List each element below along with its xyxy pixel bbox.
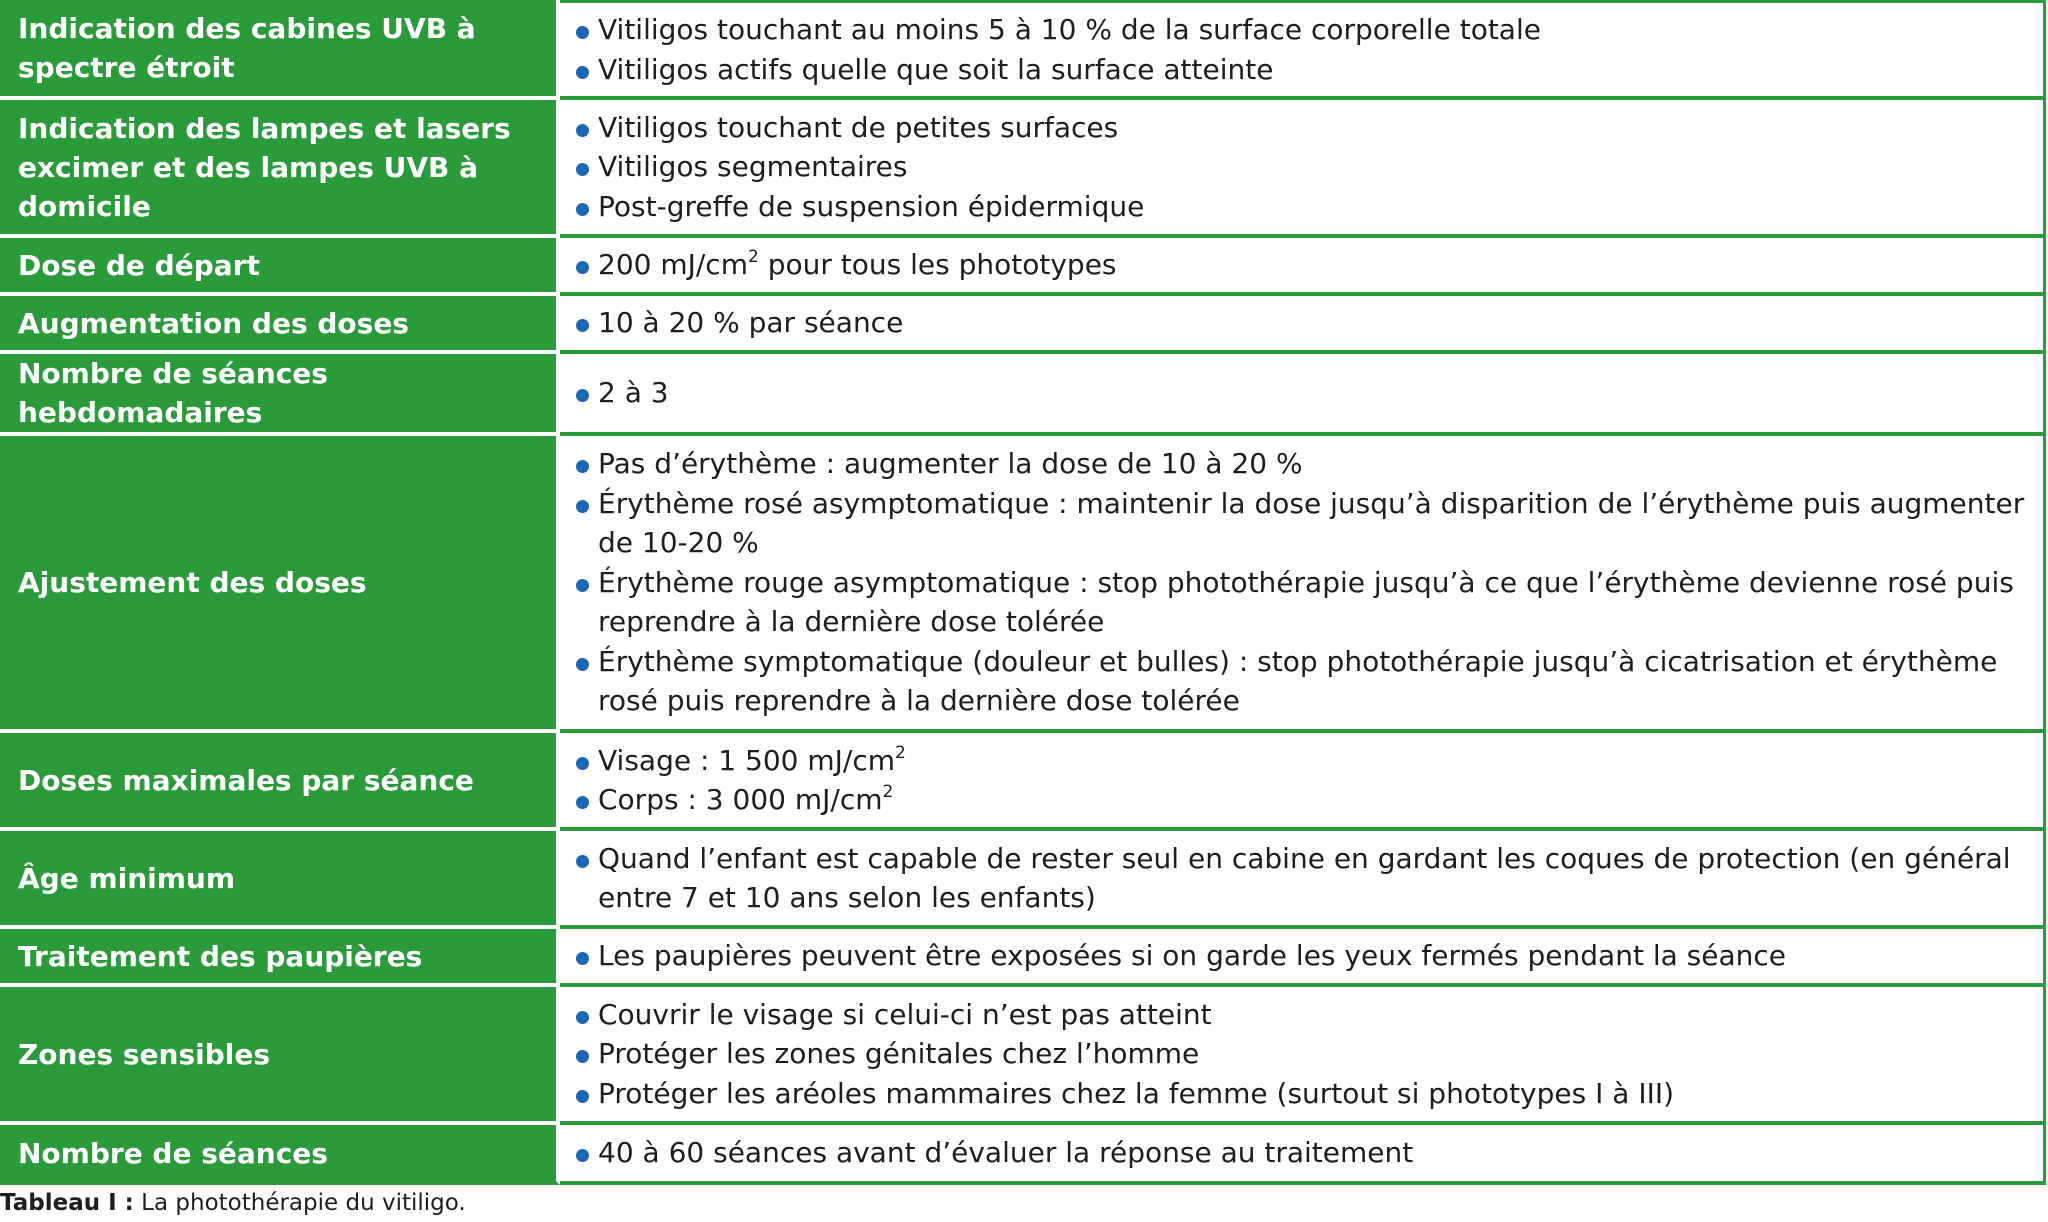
item-text: Protéger les aréoles mammaires chez la femme (surtout si phototypes I à III): [598, 1076, 1675, 1110]
row-content: [560, 987, 2046, 1125]
table-caption: [0, 1190, 466, 1216]
bullet-icon: [576, 500, 589, 513]
row-content: [560, 0, 2046, 100]
item-text: Protéger les zones génitales chez l’homme: [598, 1037, 1200, 1071]
table-row: [0, 987, 2046, 1125]
bullet-icon: [576, 952, 589, 965]
bullet-icon: [576, 1050, 589, 1063]
item-text: Corps : 3 000 mJ/cm: [598, 783, 883, 816]
item-text: Les paupières peuvent être exposées si on garde les yeux fermés pendant la séance: [598, 939, 1787, 973]
row-label: Nombre de séances hebdomadaires: [0, 354, 560, 436]
bullet-icon: [576, 389, 589, 402]
list-item: [574, 995, 2027, 1035]
row-label: Nombre de séances: [0, 1125, 560, 1185]
list-item: [574, 444, 2027, 484]
item-text: Érythème rouge asymptomatique : stop photothérapie jusqu’à ce que l’érythème devienne rosé puis reprendre à la dernière dose tolérée: [598, 565, 2014, 639]
row-content: [560, 1125, 2046, 1185]
list-item: [574, 780, 2027, 820]
list-item: [574, 373, 2027, 413]
row-content: [560, 354, 2046, 436]
list-item: [574, 108, 2027, 148]
bullet-list: [574, 444, 2027, 721]
table-row: [0, 436, 2046, 733]
item-text: Quand l’enfant est capable de rester seul en cabine en gardant les coques de protection (en général entre 7 et 10 ans selon les enfants): [598, 841, 2011, 914]
bullet-icon: [576, 757, 589, 770]
item-text: Post-greffe de suspension épidermique: [598, 189, 1145, 223]
caption-label: Tableau I :: [0, 1190, 134, 1216]
list-item: [574, 484, 2027, 563]
row-label: Doses maximales par séance: [0, 733, 560, 831]
list-item: [574, 642, 2027, 721]
superscript: 2: [747, 247, 759, 268]
row-label: Ajustement des doses: [0, 436, 560, 733]
superscript: 2: [882, 782, 894, 802]
bullet-list: [574, 839, 2027, 918]
bullet-list: [574, 303, 2027, 343]
bullet-icon: [576, 163, 589, 176]
item-text: Vitiligos segmentaires: [598, 150, 908, 184]
bullet-icon: [576, 1011, 589, 1024]
table-row: [0, 733, 2046, 831]
list-item: [574, 1133, 2027, 1173]
bullet-list: [574, 10, 2027, 89]
list-item: [574, 50, 2027, 90]
bullet-list: [574, 245, 2027, 285]
item-text: 200 mJ/cm: [598, 248, 748, 282]
item-text: 10 à 20 % par séance: [598, 306, 904, 340]
bullet-icon: [576, 124, 589, 137]
row-label: Dose de départ: [0, 238, 560, 296]
bullet-list: [574, 108, 2027, 227]
item-text: Visage : 1 500 mJ/cm: [598, 743, 895, 777]
item-text: Vitiligos touchant au moins 5 à 10 % de la surface corporelle totale: [598, 13, 1541, 46]
bullet-icon: [576, 1149, 589, 1162]
table-row: [0, 238, 2046, 296]
table-row: [0, 0, 2046, 100]
item-text: Vitiligos actifs quelle que soit la surface atteinte: [598, 52, 1274, 86]
list-item: [574, 741, 2027, 781]
row-label: Traitement des paupières: [0, 929, 560, 987]
row-content: [560, 296, 2046, 354]
item-text: Érythème rosé asymptomatique : maintenir la dose jusqu’à disparition de l’érythème puis augmenter de 10-20 %: [598, 486, 2025, 560]
row-label: Augmentation des doses: [0, 296, 560, 354]
bullet-list: [574, 741, 2027, 820]
item-text: Érythème symptomatique (douleur et bulles) : stop photothérapie jusqu’à cicatrisation et érythème rosé puis reprendre à la dernière dose tolérée: [598, 644, 1998, 718]
list-item: [574, 245, 2027, 285]
bullet-icon: [576, 460, 589, 473]
caption-text: La photothérapie du vitiligo.: [133, 1190, 466, 1216]
list-item: [574, 303, 2027, 343]
row-label: Indication des lampes et lasers excimer et des lampes UVB à domicile: [0, 100, 560, 238]
item-text: 40 à 60 séances avant d’évaluer la réponse au traitement: [598, 1136, 1414, 1170]
item-text-after: pour tous les phototypes: [758, 248, 1117, 282]
table-row: [0, 354, 2046, 436]
bullet-icon: [576, 319, 589, 332]
item-text: Couvrir le visage si celui-ci n’est pas atteint: [598, 997, 1212, 1031]
bullet-icon: [576, 658, 589, 671]
list-item: [574, 187, 2027, 227]
superscript: 2: [895, 742, 906, 763]
bullet-list: [574, 373, 2027, 413]
row-content: [560, 929, 2046, 987]
bullet-icon: [576, 26, 589, 39]
list-item: [574, 1034, 2027, 1074]
table-row: [0, 831, 2046, 929]
list-item: [574, 563, 2027, 642]
table-row: [0, 296, 2046, 354]
row-label: Indication des cabines UVB à spectre étroit: [0, 0, 560, 100]
bullet-list: [574, 995, 2027, 1114]
row-content: [560, 238, 2046, 296]
row-content: [560, 733, 2046, 831]
row-label: Âge minimum: [0, 831, 560, 929]
list-item: [574, 936, 2027, 976]
bullet-icon: [576, 796, 589, 809]
bullet-icon: [576, 579, 589, 592]
item-text: Pas d’érythème : augmenter la dose de 10 à 20 %: [598, 447, 1303, 481]
bullet-list: [574, 1133, 2027, 1173]
table-row: [0, 929, 2046, 987]
table-row: [0, 100, 2046, 238]
bullet-icon: [576, 66, 589, 79]
bullet-icon: [576, 855, 589, 868]
row-content: [560, 831, 2046, 929]
item-text: Vitiligos touchant de petites surfaces: [598, 110, 1119, 144]
row-content: [560, 100, 2046, 238]
list-item: [574, 1074, 2027, 1114]
table-row: [0, 1125, 2046, 1185]
row-label: Zones sensibles: [0, 987, 560, 1125]
bullet-icon: [576, 261, 589, 274]
bullet-icon: [576, 1090, 589, 1103]
list-item: [574, 147, 2027, 187]
list-item: [574, 10, 2027, 50]
bullet-list: [574, 936, 2027, 976]
bullet-icon: [576, 203, 589, 216]
row-content: [560, 436, 2046, 733]
list-item: [574, 839, 2027, 918]
item-text: 2 à 3: [598, 376, 669, 410]
